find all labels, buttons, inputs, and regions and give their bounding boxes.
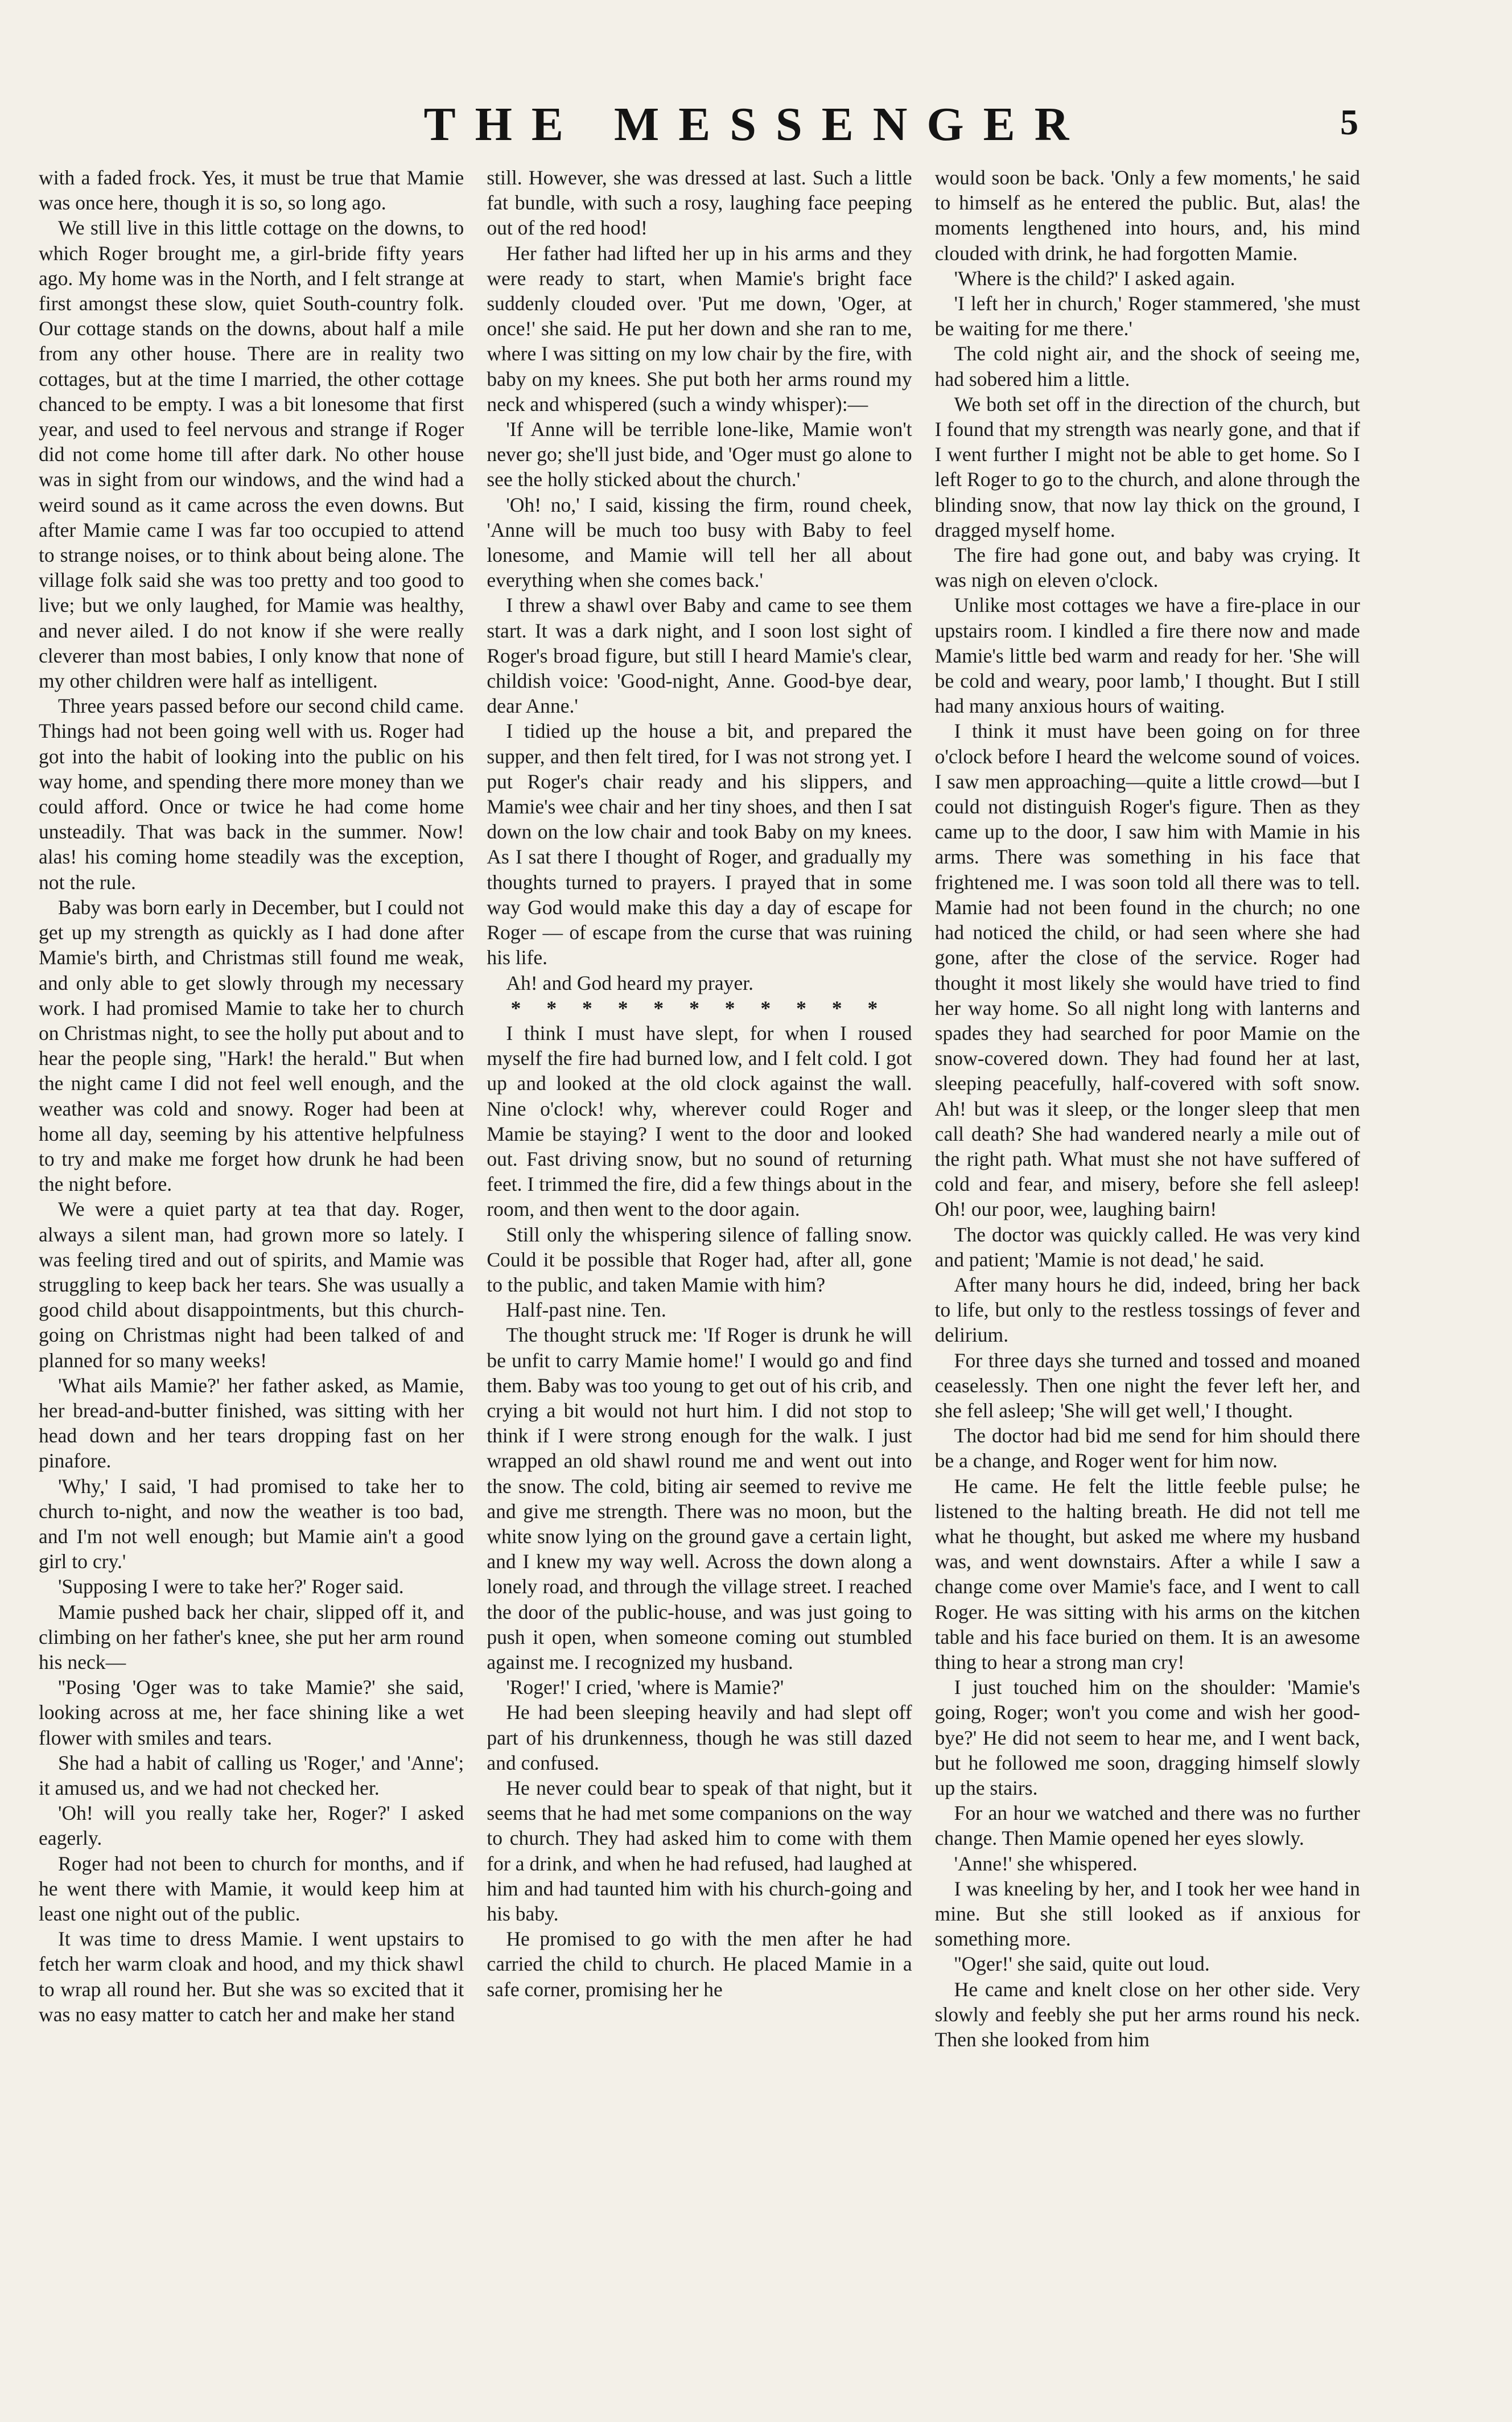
paragraph: He came. He felt the little feeble pulse; he listened to the halting breath. He did not tell me what he thought, but asked me where my husband was, and went downstairs. After a while I saw a change come over Mamie's face, and I went to call Roger. He was sitting with his arms on the kitchen table and his face buried on them. It is an awesome thing to hear a strong man cry! (934, 1474, 1360, 1673)
masthead (0, 97, 1512, 159)
paragraph: Roger had not been to church for months, and if he went there with Mamie, it would keep him at least one night out of the public. (39, 1852, 464, 1926)
paragraph: It was time to dress Mamie. I went upstairs to fetch her warm cloak and hood, and my thick shawl to wrap all round her. But she was so excited that it was no easy matter to catch her and make her stand (39, 1927, 464, 2026)
paragraph: The doctor had bid me send for him should there be a change, and Roger went for him now. (934, 1424, 1360, 1473)
publication-title: THE MESSENGER (423, 98, 1089, 151)
paragraph: 'Roger!' I cried, 'where is Mamie?' (506, 1676, 784, 1699)
paragraph: The doctor was quickly called. He was very kind and patient; 'Mamie is not dead,' he said. (934, 1223, 1360, 1271)
column-2 (487, 165, 912, 2413)
paragraph: He never could bear to speak of that night, but it seems that he had met some companions on the way to church. They had asked him to come with them for a drink, and when he had refused, had laughed at him and had taunted him with his church-going and his baby. (487, 1777, 912, 1926)
paragraph: 'Where is the child?' I asked again. (954, 266, 1235, 290)
paragraph: 'If Anne will be terrible lone-like, Mamie won't never go; she'll just bide, and 'Oger must go alone to see the holly sticked about the church.' (487, 418, 912, 491)
paragraph: 'What ails Mamie?' her father asked, as Mamie, her bread-and-butter finished, was sitting with her head down and her tears dropping fast on her pinafore. (39, 1374, 464, 1473)
paragraph: He had been sleeping heavily and had slept off part of his drunkenness, though he was still dazed and confused. (487, 1701, 912, 1774)
paragraph: We still live in this little cottage on the downs, to which Roger brought me, a girl-bride fifty years ago. My home was in the North, and I felt strange at first amongst these slow, quiet South-country folk. Our cottage stands on the downs, about half a mile from any other house. There are in reality two cottages, but at the time I married, the other cottage chanced to be empty. I was a bit lonesome that first year, and used to feel nervous and strange if Roger did not come home till after dark. No other house was in sight from our windows, and the wind had a weird sound as it came across the even downs. But after Mamie came I was far too occupied to attend to strange noises, or to think about being alone. The village folk said she was too pretty and too good to live; but we only laughed, for Mamie was healthy, and never ailed. I do not know if she were really cleverer than most babies, I only know that none of my other children were half as intelligent. (39, 216, 464, 693)
paragraph: 'I left her in church,' Roger stammered, 'she must be waiting for me there.' (934, 292, 1360, 340)
paragraph: with a faded frock. Yes, it must be true that Mamie was once here, though it is so, so long ago. (39, 166, 464, 215)
paragraph: 'Supposing I were to take her?' Roger said. (58, 1575, 404, 1598)
paragraph: ''Posing 'Oger was to take Mamie?' she said, looking across at me, her face shining like a wet flower with smiles and tears. (39, 1676, 464, 1749)
paragraph: After many hours he did, indeed, bring her back to life, but only to the restless tossings of fever and delirium. (934, 1273, 1360, 1347)
paragraph: I threw a shawl over Baby and came to see them start. It was a dark night, and I soon lost sight of Roger's broad figure, but still I heard Mamie's clear, childish voice: 'Good-night, Anne. Good-bye dear, dear Anne.' (487, 594, 912, 718)
paragraph: Ah! and God heard my prayer. (506, 971, 754, 994)
paragraph: Still only the whispering silence of falling snow. Could it be possible that Roger had, after all, gone to the public, and taken Mamie with him? (487, 1223, 912, 1296)
page-number: 5 (1340, 102, 1358, 142)
article-columns (39, 165, 1360, 2413)
paragraph: I just touched him on the shoulder: 'Mamie's going, Roger; won't you come and wish her good-bye?' He did not seem to hear me, and I went back, but he followed me soon, dragging himself slowly up the stairs. (934, 1676, 1360, 1799)
paragraph: I think I must have slept, for when I roused myself the fire had burned low, and I felt cold. I got up and looked at the old clock against the wall. Nine o'clock! why, wherever could Roger and Mamie be staying? I went to the door and looked out. Fast driving snow, but no sound of returning feet. I trimmed the fire, did a few things about in the room, and then went to the door again. (487, 1021, 912, 1221)
paragraph: Her father had lifted her up in his arms and they were ready to start, when Mamie's bright face suddenly clouded over. 'Put me down, 'Oger, at once!' she said. He put her down and she ran to me, where I was sitting on my low chair by the fire, with baby on my knees. She put both her arms round my neck and whispered (such a windy whisper):— (487, 241, 912, 416)
column-1 (39, 165, 464, 2413)
paragraph: 'Anne!' she whispered. (954, 1852, 1138, 1875)
paragraph: I tidied up the house a bit, and prepared the supper, and then felt tired, for I was not strong yet. I put Roger's chair ready and his slippers, and Mamie's wee chair and her tiny shoes, and then I sat down on the low chair and took Baby on my knees. As I sat there I thought of Roger, and gradually my thoughts turned to prayers. I prayed that in some way God would make this day a day of escape for Roger — of escape from the curse that was ruining his life. (487, 719, 912, 969)
paragraph: She had a habit of calling us 'Roger,' and 'Anne'; it amused us, and we had not checked her. (39, 1751, 464, 1799)
paragraph: 'Oh! will you really take her, Roger?' I asked eagerly. (39, 1802, 464, 1850)
paragraph: ''Oger!' she said, quite out loud. (954, 1952, 1210, 1976)
paragraph: would soon be back. 'Only a few moments,' he said to himself as he entered the public. But, alas! the moments lengthened into hours, and, his mind clouded with drink, he had forgotten Mamie. (934, 166, 1360, 265)
paragraph: He came and knelt close on her other side. Very slowly and feebly she put her arms round his neck. Then she looked from him (934, 1977, 1360, 2051)
paragraph: The fire had gone out, and baby was crying. It was nigh on eleven o'clock. (934, 544, 1360, 592)
paragraph: I was kneeling by her, and I took her wee hand in mine. But she still looked as if anxious for something more. (934, 1877, 1360, 1951)
paragraph: Unlike most cottages we have a fire-place in our upstairs room. I kindled a fire there now and made Mamie's little bed warm and ready for her. 'She will be cold and weary, poor lamb,' I thought. But I still had many anxious hours of waiting. (934, 594, 1360, 718)
paragraph: We both set off in the direction of the church, but I found that my strength was nearly gone, and that if I went further I might not be able to get home. So I left Roger to go to the church, and alone through the blinding snow, that now lay thick on the ground, I dragged myself home. (934, 392, 1360, 541)
paragraph: I think it must have been going on for three o'clock before I heard the welcome sound of voices. I saw men approaching—quite a little crowd—but I could not distinguish Roger's figure. Then as they came up to the door, I saw him with Mamie in his arms. There was something in his face that frightened me. I was soon told all there was to tell. Mamie had not been found in the church; no one had noticed the child, or had seen where she had gone, after the close of the service. Roger had thought it most likely she would have tried to find her way home. So all night long with lanterns and spades they had searched for poor Mamie on the snow-covered down. They had found her at last, sleeping peacefully, half-covered with soft snow. Ah! but was it sleep, or the longer sleep that men call death? She had wandered nearly a mile out of the right path. What must she not have suffered of cold and fear, and misery, before she fell asleep! Oh! our poor, wee, laughing bairn! (934, 719, 1360, 1221)
paragraph: For three days she turned and tossed and moaned ceaselessly. Then one night the fever left her, and she fell asleep; 'She will get well,' I thought. (934, 1348, 1360, 1422)
paragraph: The cold night air, and the shock of seeing me, had sobered him a little. (934, 342, 1360, 390)
paragraph: Baby was born early in December, but I could not get up my strength as quickly as I had done after Mamie's birth, and Christmas still found me weak, and only able to get slowly through my necessary work. I had promised Mamie to take her to church on Christmas night, to see the holly put about and to hear the people sing, "Hark! the herald." But when the night came I did not feel well enough, and the weather was cold and snowy. Roger had been at home all day, seeming by his attentive helpfulness to try and make me forget how drunk he had been the night before. (39, 895, 464, 1196)
paragraph: 'Why,' I said, 'I had promised to take her to church to-night, and now the weather is too bad, and I'm not well enough; but Mamie ain't a good girl to cry.' (39, 1474, 464, 1573)
paragraph: Half-past nine. Ten. (506, 1298, 666, 1322)
paragraph: Three years passed before our second child came. Things had not been going well with us. Roger had got into the habit of looking into the public on his way home, and spending there more money than we could afford. Once or twice he had come home unsteadily. That was back in the summer. Now! alas! his coming home steadily was the exception, not the rule. (39, 694, 464, 894)
column-3 (935, 165, 1360, 2413)
paragraph: For an hour we watched and there was no further change. Then Mamie opened her eyes slowly. (934, 1802, 1360, 1850)
paragraph: The thought struck me: 'If Roger is drunk he will be unfit to carry Mamie home!' I would go and find them. Baby was too young to get out of his crib, and crying a bit would not hurt him. I did not stop to think if I were strong enough for the walk. I just wrapped an old shawl round me and went out into the snow. The cold, biting air seemed to revive me and give me strength. There was no moon, but the white snow lying on the ground gave a certain light, and I knew my way well. Across the down along a lonely road, and through the village street. I reached the door of the public-house, and was just going to push it open, when someone coming out stumbled against me. I recognized my husband. (487, 1323, 912, 1673)
paragraph: Mamie pushed back her chair, slipped off it, and climbing on her father's knee, she put her arm round his neck— (39, 1600, 464, 1673)
paragraph: We were a quiet party at tea that day. Roger, always a silent man, had grown more so lately. I was feeling tired and out of spirits, and Mamie was struggling to keep back her tears. She was usually a good child about disappointments, but this church-going on Christmas night had been talked of and planned for so many weeks! (39, 1198, 464, 1372)
paragraph: still. However, she was dressed at last. Such a little fat bundle, with such a rosy, laughing face peeping out of the red hood! (487, 166, 912, 240)
paragraph: 'Oh! no,' I said, kissing the firm, round cheek, 'Anne will be much too busy with Baby to feel lonesome, and Mamie will tell her all about everything when she comes back.' (487, 493, 912, 592)
paragraph: * * * * * * * * * * * (510, 996, 888, 1019)
paragraph: He promised to go with the men after he had carried the child to church. He placed Mamie in a safe corner, promising her he (487, 1927, 912, 2001)
